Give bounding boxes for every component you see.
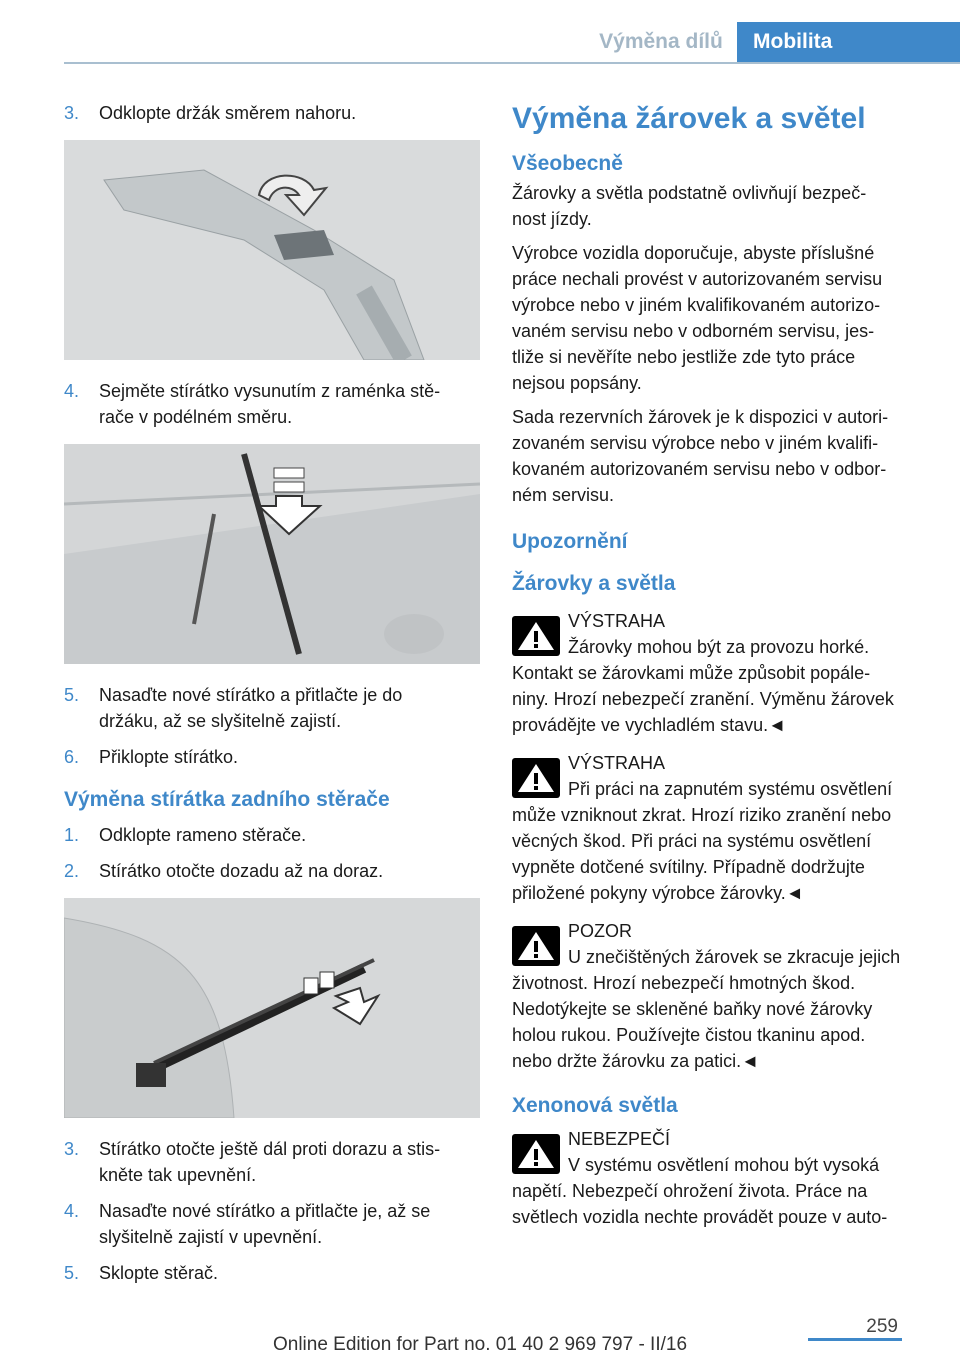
step-number: 5. <box>64 1263 80 1283</box>
page-title: Výměna žárovek a světel <box>512 102 866 135</box>
steps-a <box>64 100 480 126</box>
warning-2 <box>512 750 942 906</box>
step-number: 4. <box>64 381 80 401</box>
paragraph-1: Žárovky a světla podstatně ovlivňují bezpeč- nost jízdy. <box>512 183 867 229</box>
steps-c <box>64 682 480 770</box>
xenon-heading: Xenonová světla <box>512 1094 678 1117</box>
rear-wiper-heading: Výměna stírátka zadního stěrače <box>64 788 390 811</box>
warning-2-text: Při práci na zapnutém systému osvětlení může vzniknout zkrat. Hrozí riziko zranění nebo věcných škod. Při práci na systému osvětlení vypněte dotčené svítilny. Případně dodržujte přiložené pokyny výrobce žárovky.◄ <box>512 779 893 903</box>
step-item <box>64 822 480 848</box>
step-text: Sejměte stírátko vysunutím z raménka stě- rače v podélném směru. <box>99 381 441 427</box>
step-number: 6. <box>64 747 80 767</box>
step-number: 3. <box>64 1139 80 1159</box>
wiper-holder-illustration <box>64 140 480 360</box>
header-rule <box>64 62 960 64</box>
steps-b <box>64 378 480 430</box>
figure-rear-wiper <box>64 898 480 1118</box>
paragraph-2: Výrobce vozidla doporučuje, abyste příslušné práce nechali provést v autorizovaném servisu výrobce nebo v jiném kvalifikovaném autorizo- vaném servisu nebo v odborném servisu, jes- tliže si nevěříte nebo jestliže zde tyto práce nejsou popsány. <box>512 243 883 393</box>
step-item <box>64 378 480 430</box>
caution-triangle-icon <box>512 926 560 966</box>
left-column <box>64 100 480 1296</box>
steps-d <box>64 822 480 884</box>
warning-triangle-icon <box>512 616 560 656</box>
step-number: 5. <box>64 685 80 705</box>
bulbs-heading: Žárovky a světla <box>512 572 676 595</box>
step-text: Sklopte stěrač. <box>99 1263 219 1283</box>
danger-triangle-icon <box>512 1134 560 1174</box>
step-item <box>64 1198 480 1250</box>
step-item <box>64 858 480 884</box>
step-text: Nasaďte nové stírátko a přitlačte je, až se slyšitelně zajistí v upevnění. <box>99 1201 431 1247</box>
rear-wiper-illustration <box>64 898 480 1118</box>
step-number: 1. <box>64 825 80 845</box>
steps-e <box>64 1136 480 1286</box>
page-number: 259 <box>866 1316 898 1337</box>
step-text: Přiklopte stírátko. <box>99 747 239 767</box>
paragraph-3: Sada rezervních žárovek je k dispozici v autori- zovaném servisu výrobce nebo v jiném kvalifi- kovaném autorizovaném servisu nebo v odbor- ném servisu. <box>512 407 889 505</box>
step-item <box>64 100 480 126</box>
step-text: Stírátko otočte dozadu až na doraz. <box>99 861 384 881</box>
step-text: Odklopte držák směrem nahoru. <box>99 103 357 123</box>
step-text: Stírátko otočte ještě dál proti dorazu a stis- kněte tak upevnění. <box>99 1139 441 1185</box>
header-section-tab: Výměna dílů <box>599 30 723 53</box>
step-number: 2. <box>64 861 80 881</box>
warning-2-label: VÝSTRAHA <box>568 753 666 773</box>
caution-3-label: POZOR <box>568 921 633 941</box>
danger-4-text: V systému osvětlení mohou být vysoká napětí. Nebezpečí ohrožení života. Práce na světlech vozidla nechte provádět pouze v auto- <box>512 1155 888 1227</box>
warning-1 <box>512 608 942 738</box>
figure-wiper-removal <box>64 444 480 664</box>
footer-edition: Online Edition for Part no. 01 40 2 969 797 - II/16 <box>272 1334 688 1355</box>
figure-wiper-holder <box>64 140 480 360</box>
step-text: Odklopte rameno stěrače. <box>99 825 307 845</box>
wiper-removal-illustration <box>64 444 480 664</box>
step-item <box>64 744 480 770</box>
warning-triangle-icon <box>512 758 560 798</box>
general-heading: Všeobecně <box>512 152 623 175</box>
warning-1-text: Žárovky mohou být za provozu horké. Kontakt se žárovkami může způsobit popále- niny. Hrozí nebezpečí zranění. Výměnu žárovek provádějte ve vychladlém stavu.◄ <box>512 637 894 735</box>
step-item <box>64 1260 480 1286</box>
caution-3 <box>512 918 942 1074</box>
right-column <box>512 100 942 1242</box>
header-chapter-tab: Mobilita <box>737 22 960 62</box>
warning-1-label: VÝSTRAHA <box>568 611 666 631</box>
step-number: 4. <box>64 1201 80 1221</box>
caution-3-text: U znečištěných žárovek se zkracuje jejich životnost. Hrozí nebezpečí hmotných škod. Nedotýkejte se skleněné baňky nové žárovky holou rukou. Používejte čistou tkaninu apod. nebo držte žárovku za patici.◄ <box>512 947 901 1071</box>
notes-heading: Upozornění <box>512 530 628 553</box>
danger-4 <box>512 1126 942 1230</box>
step-item <box>64 682 480 734</box>
step-number: 3. <box>64 103 80 123</box>
step-text: Nasaďte nové stírátko a přitlačte je do držáku, až se slyšitelně zajistí. <box>99 685 403 731</box>
step-item <box>64 1136 480 1188</box>
danger-4-label: NEBEZPEČÍ <box>568 1129 671 1149</box>
